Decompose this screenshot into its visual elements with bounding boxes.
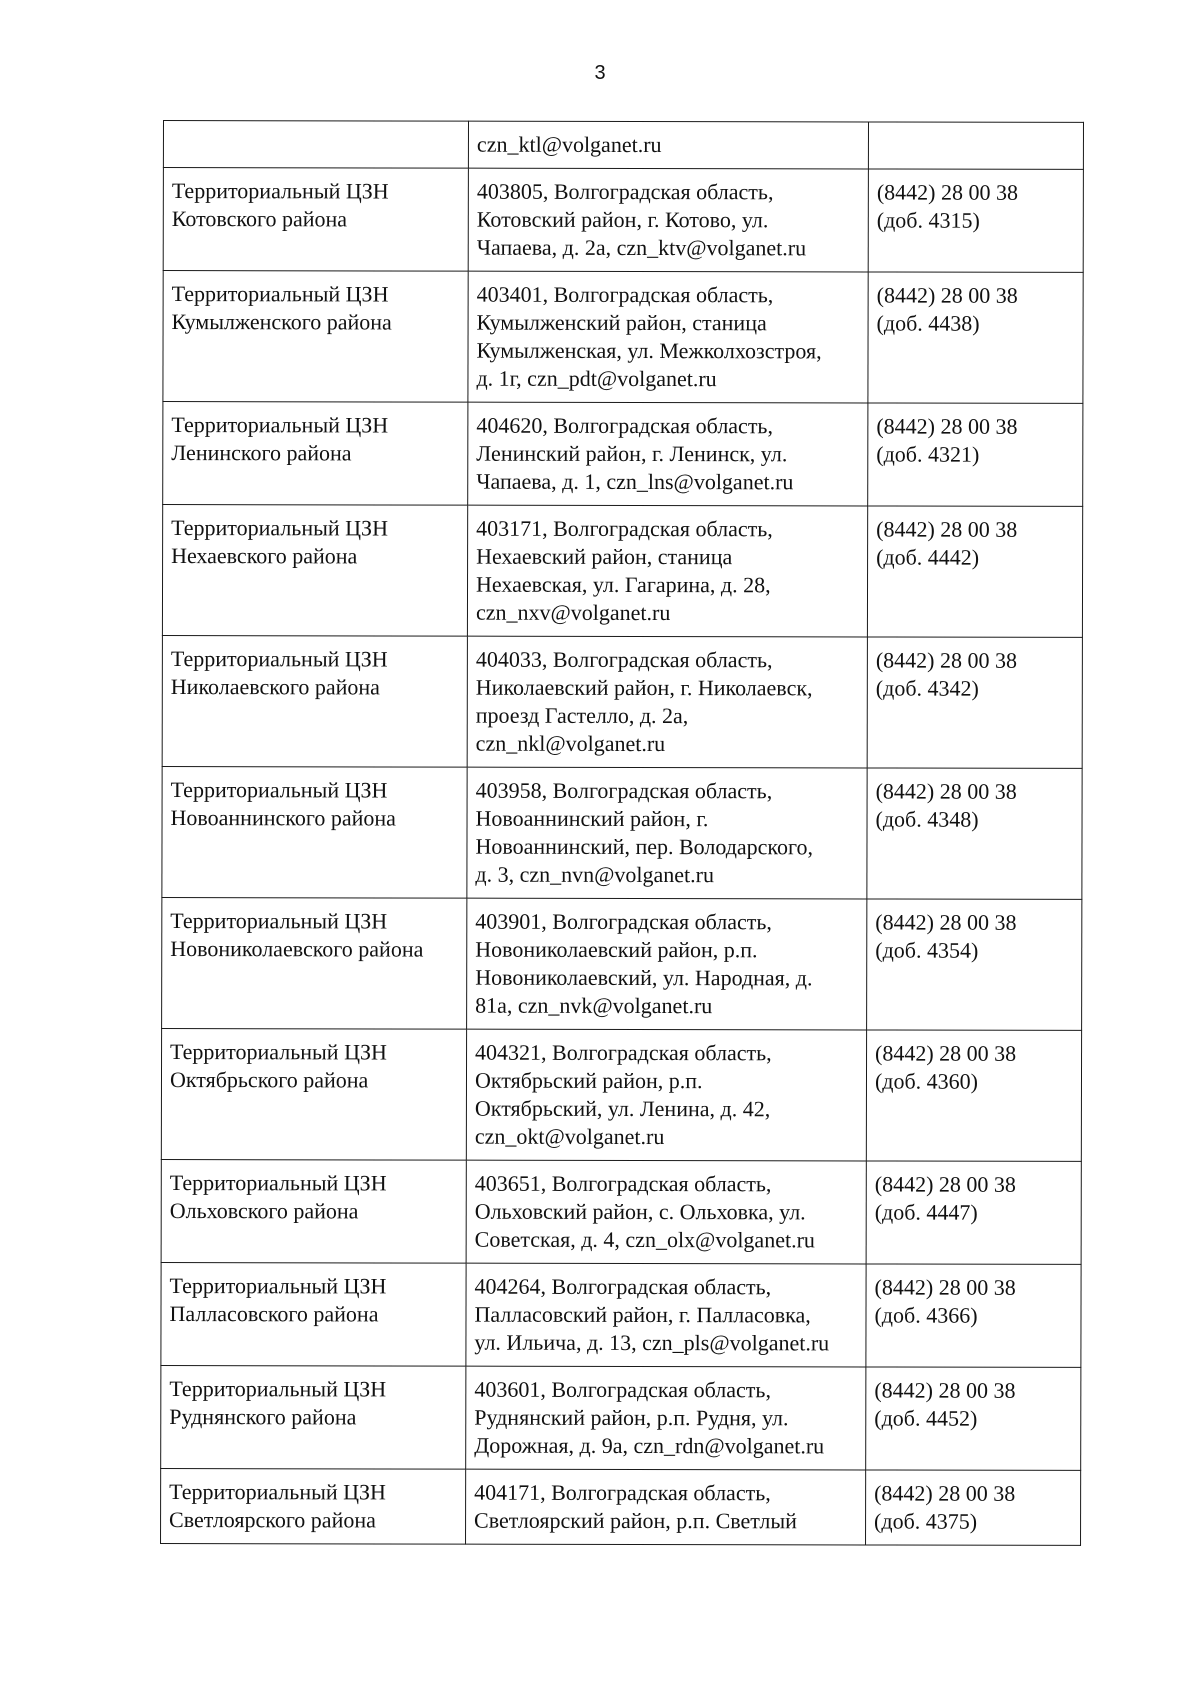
center-name-cell [163, 121, 468, 169]
table-row [161, 1159, 1081, 1264]
phone-cell: (8442) 28 00 38 (доб. 4360) [866, 1030, 1081, 1161]
table-row [161, 1468, 1081, 1545]
address-cell: 404321, Волгоградская область, Октябрьский район, р.п. Октябрьский, ул. Ленина, д. 42, czn_okt@volganet.ru [466, 1029, 866, 1161]
center-name-cell: Территориальный ЦЗН Кумылженского района [163, 271, 468, 403]
phone-cell: (8442) 28 00 38 (доб. 4342) [867, 637, 1082, 768]
table-row [162, 505, 1082, 638]
center-name-cell: Территориальный ЦЗН Николаевского района [162, 635, 467, 767]
table-row [161, 1365, 1081, 1470]
center-name-cell: Территориальный ЦЗН Палласовского района [161, 1262, 466, 1366]
table-row [163, 402, 1083, 507]
center-name-cell: Территориальный ЦЗН Новоаннинского района [162, 766, 467, 898]
phone-cell: (8442) 28 00 38 (доб. 4315) [868, 169, 1083, 272]
phone-cell: (8442) 28 00 38 (доб. 4375) [866, 1470, 1081, 1545]
table-row [162, 766, 1082, 899]
center-name-cell: Территориальный ЦЗН Ленинского района [163, 402, 468, 506]
table-row [161, 1028, 1081, 1161]
center-name-cell: Территориальный ЦЗН Нехаевского района [162, 505, 467, 637]
center-name-cell: Территориальный ЦЗН Котовского района [163, 168, 468, 272]
address-cell: 403651, Волгоградская область, Ольховский район, с. Ольховка, ул. Советская, д. 4, czn_olx@volganet.ru [466, 1160, 866, 1264]
center-name-cell: Территориальный ЦЗН Новониколаевского района [162, 897, 467, 1029]
address-cell: 403805, Волгоградская область, Котовский район, г. Котово, ул. Чапаева, д. 2а, czn_ktv@volganet.ru [468, 168, 868, 272]
phone-cell: (8442) 28 00 38 (доб. 4321) [868, 403, 1083, 506]
phone-cell: (8442) 28 00 38 (доб. 4447) [866, 1161, 1081, 1264]
table-row [163, 168, 1083, 273]
address-cell: 404171, Волгоградская область, Светлоярский район, р.п. Светлый [466, 1469, 866, 1545]
address-cell: 404033, Волгоградская область, Николаевский район, г. Николаевск, проезд Гастелло, д. 2а, czn_nkl@volganet.ru [467, 636, 867, 768]
address-cell: 403601, Волгоградская область, Руднянский район, р.п. Рудня, ул. Дорожная, д. 9а, czn_rdn@volganet.ru [466, 1366, 866, 1470]
address-cell: 403958, Волгоградская область, Новоаннинский район, г. Новоаннинский, пер. Володарского, д. 3, czn_nvn@volganet.ru [467, 767, 867, 899]
address-cell: 404264, Волгоградская область, Палласовский район, г. Палласовка, ул. Ильича, д. 13, czn_pls@volganet.ru [466, 1263, 866, 1367]
phone-cell: (8442) 28 00 38 (доб. 4442) [867, 506, 1082, 637]
phone-cell [868, 122, 1083, 169]
address-cell: 403171, Волгоградская область, Нехаевский район, станица Нехаевская, ул. Гагарина, д. 28, czn_nxv@volganet.ru [467, 505, 867, 637]
page-number: 3 [594, 62, 606, 84]
address-cell: 403901, Волгоградская область, Новониколаевский район, р.п. Новониколаевский, ул. Народная, д. 81а, czn_nvk@volganet.ru [467, 898, 867, 1030]
table-row [163, 121, 1083, 170]
address-cell: 403401, Волгоградская область, Кумылженский район, станица Кумылженская, ул. Межколхозстроя, д. 1г, czn_pdt@volganet.ru [468, 271, 868, 403]
table-row [162, 897, 1082, 1030]
address-cell: czn_ktl@volganet.ru [468, 121, 868, 169]
phone-cell: (8442) 28 00 38 (доб. 4354) [867, 899, 1082, 1030]
table-row [163, 271, 1083, 404]
center-name-cell: Территориальный ЦЗН Ольховского района [161, 1159, 466, 1263]
employment-centers-table [160, 120, 1084, 1546]
table-row [162, 635, 1082, 768]
center-name-cell: Территориальный ЦЗН Светлоярского района [161, 1468, 466, 1544]
address-cell: 404620, Волгоградская область, Ленинский район, г. Ленинск, ул. Чапаева, д. 1, czn_lns@volganet.ru [468, 402, 868, 506]
phone-cell: (8442) 28 00 38 (доб. 4366) [866, 1264, 1081, 1367]
center-name-cell: Территориальный ЦЗН Руднянского района [161, 1365, 466, 1469]
center-name-cell: Территориальный ЦЗН Октябрьского района [161, 1028, 466, 1160]
phone-cell: (8442) 28 00 38 (доб. 4438) [868, 272, 1083, 403]
phone-cell: (8442) 28 00 38 (доб. 4452) [866, 1367, 1081, 1470]
phone-cell: (8442) 28 00 38 (доб. 4348) [867, 768, 1082, 899]
table-row [161, 1262, 1081, 1367]
